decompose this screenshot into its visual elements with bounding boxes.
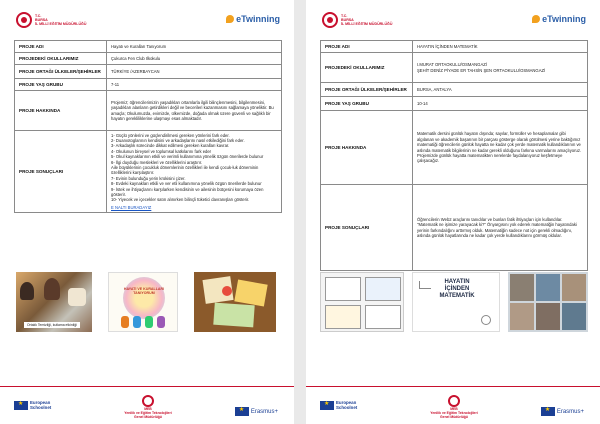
table-row bbox=[321, 83, 588, 97]
photo-table bbox=[68, 288, 86, 306]
row-value: HAYATIN İÇİNDEN MATEMATİK bbox=[413, 41, 588, 53]
document-page-left bbox=[0, 0, 294, 424]
result-item: 7- Evinin bulunduğu yerin krokisini çizer. bbox=[111, 175, 186, 181]
result-item: 2- Duanıotoglarının kendisini ve arkadaşlarını nasıl etkilediğini fark eder. bbox=[111, 137, 245, 143]
math-logo-title bbox=[427, 279, 487, 300]
meb-seal-line: T.C. bbox=[35, 14, 42, 18]
meb-seal-line: İL MİLLİ EĞİTİM MÜDÜRLÜĞÜ bbox=[341, 22, 393, 27]
row-label: PROJEDEKİ OKULLARIMIZ bbox=[15, 53, 107, 65]
table-row bbox=[321, 53, 588, 83]
page-header bbox=[0, 10, 294, 36]
result-item: 6- İlgi duyduğu meslekleri ve özelliklerini araştırır. bbox=[111, 159, 203, 165]
row-value: Hayatı ve Kuralları Tanıyorum bbox=[107, 41, 282, 53]
poster-title: HAYATI VE KURALLARI TANIYORUM bbox=[123, 287, 165, 295]
row-value: TÜRKİYE /AZERBAYCAN bbox=[107, 65, 282, 79]
worksheet-page bbox=[365, 305, 401, 329]
project-logo bbox=[412, 272, 500, 332]
result-item: 5- Okul kaynaklarının etkili ve verimli kullanımına yönelik özgün önerilerde bulunur bbox=[111, 154, 264, 160]
row-value: BURSA, ANTALYA bbox=[413, 83, 588, 97]
photo-figure bbox=[44, 278, 60, 300]
poster-figure bbox=[145, 316, 153, 328]
worksheet-page bbox=[325, 277, 361, 301]
meb-seal-line: BURSA bbox=[35, 18, 48, 23]
graph-icon bbox=[419, 281, 431, 289]
row-label: PROJE HAKKINDA bbox=[321, 111, 413, 185]
results-link[interactable]: E NALTI BURADAYIZ bbox=[111, 204, 152, 210]
row-label: PROJE ADI bbox=[15, 41, 107, 53]
row-label: PROJE SONUÇLARI bbox=[15, 131, 107, 213]
logo-line: European bbox=[336, 400, 357, 405]
table-row bbox=[321, 97, 588, 111]
project-info-table bbox=[14, 40, 282, 213]
eu-flag-icon bbox=[320, 401, 334, 410]
logo-line: Schoolnet bbox=[30, 405, 52, 410]
logo-line: Schoolnet bbox=[336, 405, 358, 410]
logo-line: European bbox=[30, 400, 51, 405]
activity-photo bbox=[16, 272, 92, 332]
eu-flag-icon bbox=[14, 401, 28, 410]
etwinning-logo bbox=[226, 14, 280, 24]
page-footer bbox=[0, 386, 294, 422]
european-schoolnet-logo bbox=[320, 401, 370, 410]
row-label: PROJE ORTAĞI ÜLKELER/ŞEHİRLER bbox=[321, 83, 413, 97]
result-item: 1- Güçlü yönlerini ve güçlendirilmesi gereken yönlerini fark eder. bbox=[111, 132, 230, 138]
table-row bbox=[321, 185, 588, 271]
row-label: PROJE YAŞ GRUBU bbox=[15, 79, 107, 91]
row-value: Çukurca Fen Club Ilkokulu bbox=[107, 53, 282, 65]
row-label: PROJEDEKİ OKULLARIMIZ bbox=[321, 53, 413, 83]
etwinning-logo bbox=[532, 14, 586, 24]
etwinning-text: eTwinning bbox=[236, 14, 280, 24]
logo-line: MEB bbox=[144, 407, 152, 411]
logo-line: Yenilik ve Eğitim Teknolojileri bbox=[124, 411, 172, 415]
row-value: 7-11 bbox=[107, 79, 282, 91]
european-schoolnet-text bbox=[30, 400, 51, 410]
meb-seal-icon bbox=[16, 12, 32, 28]
collage-tile bbox=[562, 274, 586, 301]
row-label: PROJE HAKKINDA bbox=[15, 91, 107, 131]
logo-line: HAYATIN bbox=[444, 279, 470, 285]
logo-line: Genel Müdürlüğü bbox=[440, 415, 468, 419]
page-footer bbox=[306, 386, 600, 422]
result-item: 8- Evdeki kaynakları etkili ve ver etli kullanımına yönelik özgün önerilerde bulunur bbox=[111, 181, 262, 187]
photo-figure bbox=[20, 282, 34, 300]
erasmus-logo bbox=[235, 403, 278, 421]
row-label: PROJE SONUÇLARI bbox=[321, 185, 413, 271]
table-row bbox=[15, 65, 282, 79]
etwinning-icon bbox=[226, 15, 234, 23]
erasmus-text: Erasmus+ bbox=[250, 408, 278, 415]
meb-seal-line: T.C. bbox=[341, 14, 348, 18]
collage-tile bbox=[510, 274, 534, 301]
european-schoolnet-logo bbox=[14, 401, 64, 410]
result-item: Aile büyüklerinin çocukluk dönemlerinin özellikleri ile kendi çocuk-luk döneminin özelliklerini karşılaştırır. bbox=[111, 164, 259, 176]
logo-line: MEB bbox=[450, 407, 458, 411]
student-collage-photo bbox=[508, 272, 588, 332]
logo-line: İÇİNDEN bbox=[444, 286, 470, 292]
math-worksheet-photo bbox=[320, 272, 404, 332]
row-value: Matematik dersini günlük hayatın dışında; sayılar, formüller ve hesaplamalar gibi algılanan ve akademik başarının bir parçası gösterge olarak görülmesi yerine baktığımız matematiği öğrencilerin günlük hayatta ne kadar çok yerde matematik kullandıklarının ve aslında matematik bilgilerinin ne kadar gerekli olduğunu farkına varmalarını amaçlıyoruz. Projemizde günlük hayatta matematikten nerelerde faydalanıyoruz keşfetmeye çalışacağız. bbox=[413, 111, 588, 185]
photo-strip bbox=[14, 272, 282, 332]
row-value: Projemiz; öğrencilerimizin yaşadıkları ortamlarla ilgili bilinçlenmesini, bilgilenmesini, yaşadıkları alanların getirdikleri değil ve becerileri kazanmasını sağlamaya yöneliktir. Bu amaçla; Okulumuzda, evimizde, ülkemizde, doğada olmak üzere güvenli ve sağlıklı bir hayatın gerekliliklerine ulaşmayı esas almaktadır. bbox=[107, 91, 282, 131]
collage-tile bbox=[536, 274, 560, 301]
eu-flag-icon bbox=[541, 407, 555, 416]
european-schoolnet-text bbox=[336, 400, 357, 410]
table-row bbox=[15, 131, 282, 213]
worksheet-page bbox=[325, 305, 361, 329]
poster-figure bbox=[157, 316, 165, 328]
meb-seal-line: BURSA bbox=[341, 18, 354, 23]
paper-heart bbox=[222, 286, 232, 296]
result-item: 10- Yiyecek ve içecekler satın alınırken bilinçli tüketici davranışları gösterir. bbox=[111, 197, 250, 203]
etwinning-icon bbox=[532, 15, 540, 23]
row-label: PROJE ADI bbox=[321, 41, 413, 53]
result-item: 4- Okulunun bireysel ve toplumsal katkılarını fark eder bbox=[111, 148, 212, 154]
meb-seal-icon bbox=[322, 12, 338, 28]
poster-figure bbox=[121, 316, 129, 328]
table-row bbox=[15, 79, 282, 91]
photo-caption: Ortalık Temizliği, kutlama etkinliği bbox=[24, 322, 80, 328]
row-value: Öğrencilerin Web2 araçlarını tanıdılar ve bunları fatik ihtiyaçları için kullandılar. "Matematik ne işimize yarayacak ki?" Önyargısını yok ederek matematiğin hayatındaki yerinin farkındalığını arttırmış olduk. Matematiğin sadece not için gerekli olmadığını, aslında günlük hayatlarında ne kadar çok yerde kullandıklarını görmüş oldular. bbox=[413, 185, 588, 271]
table-row bbox=[321, 111, 588, 185]
poster-figure bbox=[133, 316, 141, 328]
meb-footer-logo bbox=[424, 395, 484, 419]
result-item: 9- İstek ve ihtiyaçlarını karşılarken kendisinin ve ailesinin bütçesini korumaya özen gösterir. bbox=[111, 186, 264, 197]
meb-seal-text bbox=[341, 14, 392, 27]
project-info-table bbox=[320, 40, 588, 271]
logo-line: Yenilik ve Eğitim Teknolojileri bbox=[430, 411, 478, 415]
meb-seal-line: İL MİLLİ EĞİTİM MÜDÜRLÜĞÜ bbox=[35, 22, 87, 27]
meb-seal-icon bbox=[142, 395, 154, 407]
meb-seal-icon bbox=[448, 395, 460, 407]
paper-craft bbox=[213, 303, 254, 328]
row-label: PROJE ORTAĞI ÜLKELER/ŞEHİRLER bbox=[15, 65, 107, 79]
page-header bbox=[306, 10, 600, 36]
table-row bbox=[15, 91, 282, 131]
meb-seal-text bbox=[35, 14, 86, 27]
project-poster bbox=[108, 272, 178, 332]
result-item: 3- Arkadaşlık sürecinde dikkat edilmesi gereken kuralları kavrar. bbox=[111, 143, 230, 149]
row-value: 10-14 bbox=[413, 97, 588, 111]
erasmus-text: Erasmus+ bbox=[556, 408, 584, 415]
document-page-right bbox=[306, 0, 600, 424]
table-row bbox=[15, 41, 282, 53]
paper-craft bbox=[234, 280, 267, 307]
table-row bbox=[321, 41, 588, 53]
table-row bbox=[15, 53, 282, 65]
collage-tile bbox=[562, 303, 586, 330]
results-cell bbox=[107, 131, 282, 213]
logo-line: MATEMATİK bbox=[439, 293, 475, 299]
worksheet-page bbox=[365, 277, 401, 301]
activity-photo bbox=[194, 272, 276, 332]
photo-strip bbox=[320, 272, 588, 332]
circle-icon bbox=[481, 315, 491, 325]
row-value: I.MURAT ORTAOKULU/OSMANGAZİ ŞEHİT DENİZ PİYADE ER TAHSİN ŞEN ORTAOKULU/OSMANGAZİ bbox=[413, 53, 588, 83]
collage-tile bbox=[536, 303, 560, 330]
eu-flag-icon bbox=[235, 407, 249, 416]
poster-badge bbox=[123, 277, 165, 319]
logo-line: Genel Müdürlüğü bbox=[134, 415, 162, 419]
erasmus-logo bbox=[541, 403, 584, 421]
etwinning-text: eTwinning bbox=[542, 14, 586, 24]
meb-footer-logo bbox=[118, 395, 178, 419]
row-label: PROJE YAŞ GRUBU bbox=[321, 97, 413, 111]
collage-tile bbox=[510, 303, 534, 330]
